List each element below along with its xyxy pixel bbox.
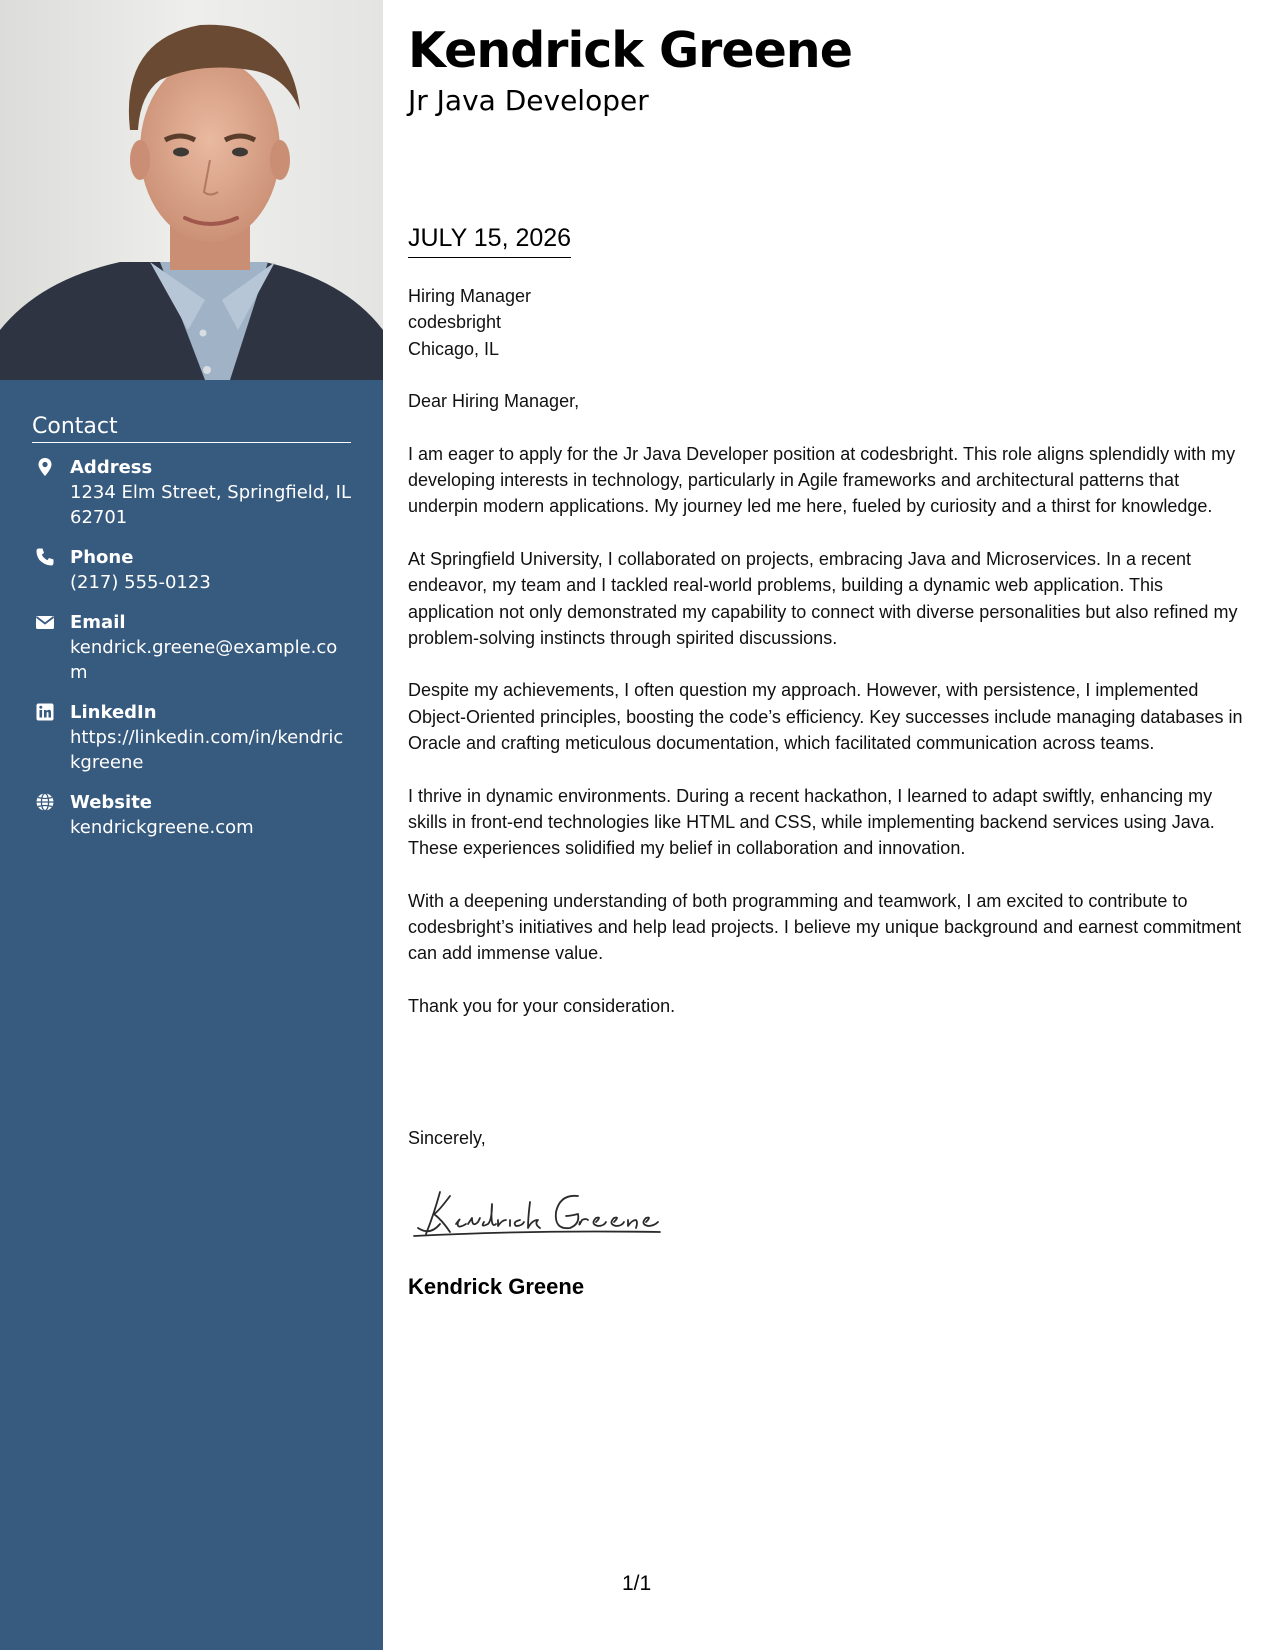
contact-label: Email	[70, 612, 126, 633]
page-number: 1/1	[622, 1572, 652, 1595]
phone-icon	[35, 547, 55, 567]
recipient-block	[408, 283, 1253, 362]
profile-photo	[0, 0, 383, 380]
contact-label: LinkedIn	[70, 702, 157, 723]
letter-body	[408, 283, 1253, 1046]
paragraph: With a deepening understanding of both programming and teamwork, I am excited to contribute to codesbright’s initiatives and help lead projects. I believe my unique background and earnest commitment can add immense value.	[408, 890, 1242, 964]
contact-email	[32, 610, 351, 685]
paragraph: Thank you for your consideration.	[408, 996, 676, 1017]
map-pin-icon	[35, 457, 55, 477]
salutation: Dear Hiring Manager,	[408, 391, 580, 412]
applicant-name: Kendrick Greene	[408, 22, 852, 79]
contact-address	[32, 455, 351, 530]
email-link[interactable]: kendrick.greene@example.com	[70, 637, 338, 683]
contact-phone	[32, 545, 351, 595]
recipient-line: codesbright	[408, 312, 502, 333]
contact-value: 1234 Elm Street, Springfield, IL 62701	[70, 482, 352, 528]
signer-name: Kendrick Greene	[408, 1274, 585, 1299]
sidebar	[0, 0, 383, 1650]
paragraph: I am eager to apply for the Jr Java Developer position at codesbright. This role aligns splendidly with my developing interests in technology, particularly in Agile frameworks and architectural patterns that underpin modern applications. My journey led me here, fueled by curiosity and a thirst for knowledge.	[408, 443, 1236, 517]
closing: Sincerely,	[408, 1128, 486, 1148]
contact-label: Address	[70, 457, 153, 478]
linkedin-icon	[35, 702, 55, 722]
letter-date: JULY 15, 2026	[408, 224, 571, 258]
website-link[interactable]: kendrickgreene.com	[70, 817, 254, 838]
signature	[410, 1184, 670, 1249]
contact-linkedin	[32, 700, 351, 775]
envelope-icon	[35, 612, 55, 632]
contact-section	[32, 414, 351, 855]
paragraph: Despite my achievements, I often question my approach. However, with persistence, I implemented Object-Oriented principles, boosting the code’s efficiency. Key successes include managing databases in Oracle and crafting meticulous documentation, which facilitated communication across teams.	[408, 680, 1243, 754]
globe-icon	[35, 792, 55, 812]
recipient-line: Hiring Manager	[408, 286, 532, 306]
paragraph: At Springfield University, I collaborated on projects, embracing Java and Microservices. In a recent endeavor, my team and I tackled real-world problems, building a dynamic web application. This application not only demonstrated my capability to connect with diverse personalities but also refined my problem-solving instincts through spirited discussions.	[408, 548, 1238, 648]
contact-label: Phone	[70, 547, 134, 568]
contact-website	[32, 790, 351, 840]
linkedin-link[interactable]: https://linkedin.com/in/kendrickgreene	[70, 727, 344, 773]
recipient-line: Chicago, IL	[408, 338, 500, 359]
paragraph: I thrive in dynamic environments. During a recent hackathon, I learned to adapt swiftly, enhancing my skills in front-end technologies like HTML and CSS, while implementing backend services using Java. These experiences solidified my belief in collaboration and innovation.	[408, 785, 1215, 859]
job-title: Jr Java Developer	[408, 84, 649, 117]
contact-label: Website	[70, 792, 153, 813]
contact-heading: Contact	[32, 414, 351, 443]
contact-value: (217) 555-0123	[70, 572, 211, 593]
